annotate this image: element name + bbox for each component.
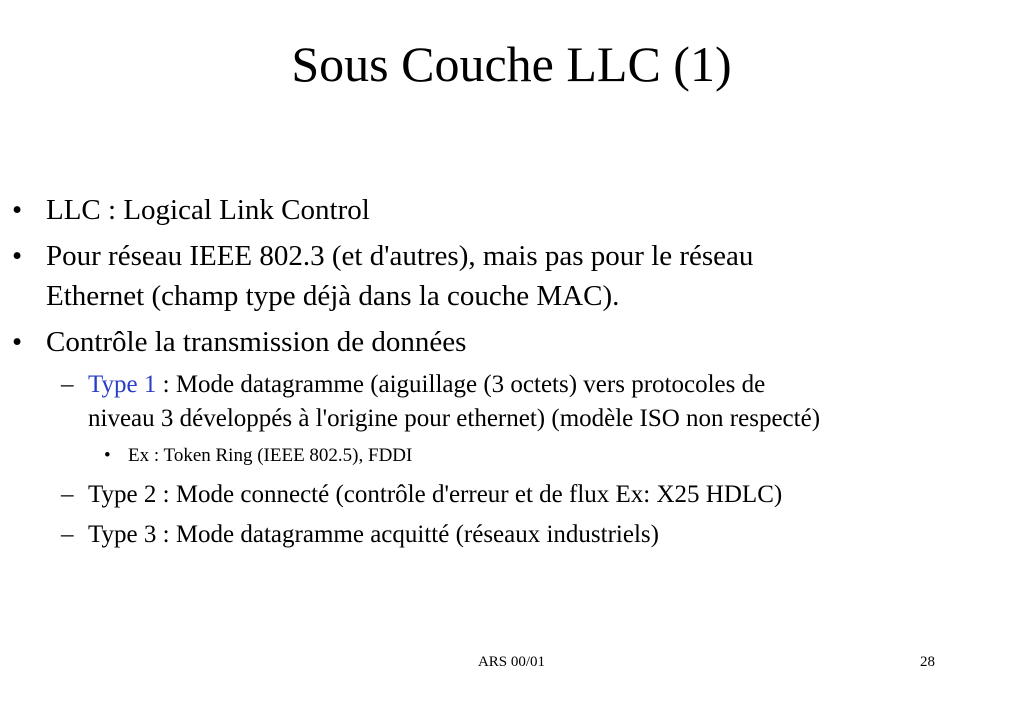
bullet-marker: • (12, 194, 23, 226)
bullet-marker: • (104, 445, 111, 466)
dash-marker: – (61, 521, 74, 548)
bullet-text: Contrôle la transmission de données (46, 326, 467, 358)
sub-bullet-text: Type 3 : Mode datagramme acquitté (réseaux industriels) (88, 521, 659, 548)
bullet-ieee-8023 (0, 236, 1023, 316)
sub-bullet-type-3 (0, 518, 1023, 552)
bullet-marker: • (12, 326, 23, 358)
bullet-text-line2: Ethernet (champ type déjà dans la couche MAC). (46, 280, 620, 312)
slide-body (0, 190, 1023, 558)
bullet-transmission-control (0, 322, 1023, 362)
dash-marker: – (61, 371, 74, 398)
bullet-text: LLC : Logical Link Control (46, 194, 370, 226)
sub-bullet-text-line1: : Mode datagramme (aiguillage (3 octets) vers protocoles de (156, 371, 766, 398)
bullet-llc-definition (0, 190, 1023, 230)
type-1-highlight: Type 1 (88, 371, 157, 398)
sub-bullet-type-2 (0, 478, 1023, 512)
sub-sub-bullet-text: Ex : Token Ring (IEEE 802.5), FDDI (128, 445, 413, 466)
sub-sub-bullet-example (0, 442, 1023, 470)
bullet-text-line1: Pour réseau IEEE 802.3 (et d'autres), mais pas pour le réseau (46, 240, 754, 272)
sub-bullet-text: Type 2 : Mode connecté (contrôle d'erreur et de flux Ex: X25 HDLC) (88, 481, 783, 508)
footer-course-label: ARS 00/01 (477, 654, 546, 670)
dash-marker: – (61, 481, 74, 508)
sub-bullet-type-1 (0, 368, 1023, 436)
slide-title: Sous Couche LLC (1) (291, 36, 732, 92)
footer-page-number: 28 (920, 654, 935, 670)
bullet-marker: • (12, 240, 23, 272)
sub-bullet-text-line2: niveau 3 développés à l'origine pour ethernet) (modèle ISO non respecté) (88, 405, 821, 432)
